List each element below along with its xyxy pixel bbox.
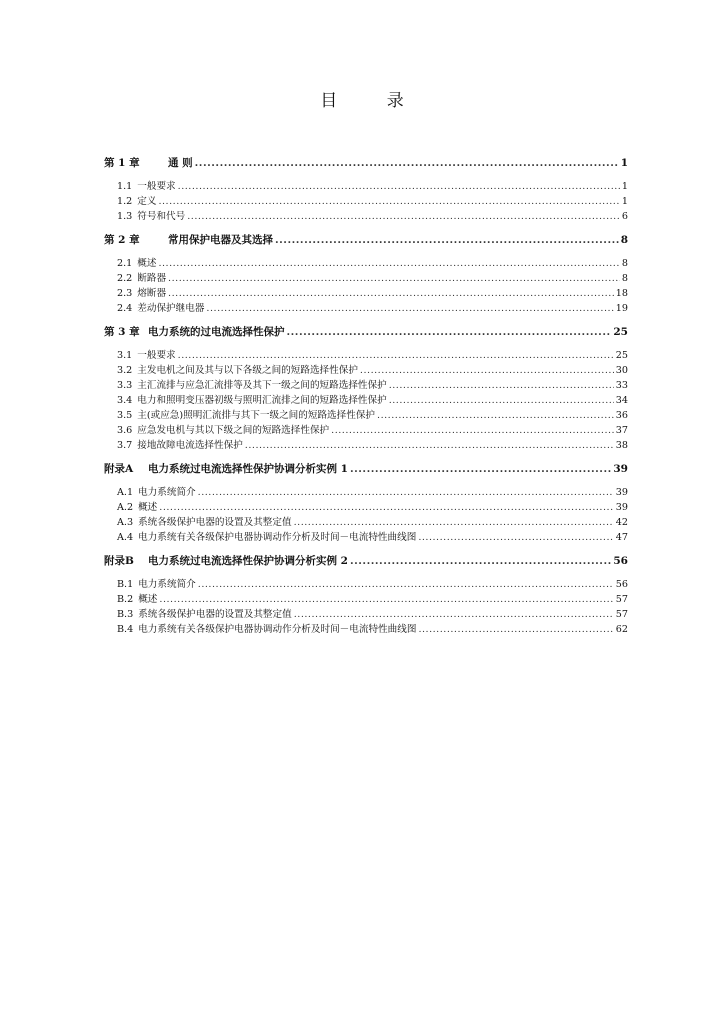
chapter-number: 第 2 章: [104, 234, 140, 246]
section-number: 2.4: [117, 303, 133, 314]
dot-leader: [159, 592, 613, 607]
toc-section-2-4[interactable]: [104, 301, 628, 316]
dot-leader: [168, 286, 614, 301]
toc-appendix-b[interactable]: [104, 554, 628, 569]
section-page: 62: [615, 624, 628, 635]
dot-leader: [418, 622, 613, 637]
chapter-page: 25: [613, 326, 628, 338]
toc-section-1-2[interactable]: [104, 194, 628, 209]
section-number: 1.1: [117, 181, 133, 192]
section-title: 接地故障电流选择性保护: [137, 440, 243, 451]
chapter-page: 1: [620, 157, 628, 169]
toc-section-3-5[interactable]: [104, 408, 628, 423]
section-title: 符号和代号: [137, 211, 186, 222]
section-title: 概述: [138, 594, 158, 605]
section-title: 主(或应急)照明汇流排与其下一级之间的短路选择性保护: [137, 410, 376, 421]
section-title: 概述: [137, 258, 157, 269]
dot-leader: [389, 393, 614, 408]
toc-section-3-4[interactable]: [104, 393, 628, 408]
section-title: 电力系统有关各级保护电器协调动作分析及时间－电流特性曲线图: [138, 624, 417, 635]
section-title: 一般要求: [137, 181, 176, 192]
section-title: 电力系统有关各级保护电器协调动作分析及时间－电流特性曲线图: [138, 532, 417, 543]
dot-leader: [350, 462, 611, 477]
section-number: 1.2: [117, 196, 133, 207]
toc-section-b-1[interactable]: [104, 577, 628, 592]
dot-leader: [159, 500, 614, 515]
section-number: 3.7: [117, 440, 133, 451]
section-title: 断路器: [137, 273, 167, 284]
toc-section-2-2[interactable]: [104, 271, 628, 286]
section-page: 6: [621, 211, 628, 222]
chapter-number: 第 1 章: [104, 157, 140, 169]
chapter-title: 通 则: [168, 157, 193, 169]
dot-leader: [331, 423, 614, 438]
section-page: 1: [621, 196, 628, 207]
section-number: 2.2: [117, 273, 133, 284]
dot-leader: [360, 363, 614, 378]
dot-leader: [377, 408, 614, 423]
appendix-number: 附录A: [104, 463, 134, 475]
section-title: 电力和照明变压器初级与照明汇流排之间的短路选择性保护: [137, 395, 387, 406]
dot-leader: [195, 156, 619, 171]
toc-section-3-6[interactable]: [104, 423, 628, 438]
toc-section-b-3[interactable]: [104, 607, 628, 622]
appendix-title: 电力系统过电流选择性保护协调分析实例 1: [148, 463, 348, 475]
section-page: 39: [615, 487, 628, 498]
section-number: 3.5: [117, 410, 133, 421]
appendix-title: 电力系统过电流选择性保护协调分析实例 2: [148, 555, 348, 567]
section-number: 3.6: [117, 425, 133, 436]
section-page: 38: [615, 440, 628, 451]
toc-section-a-4[interactable]: [104, 530, 628, 545]
section-page: 33: [615, 380, 628, 391]
section-page: 57: [615, 594, 628, 605]
section-title: 应急发电机与其以下级之间的短路选择性保护: [137, 425, 330, 436]
table-of-contents: [104, 156, 628, 637]
toc-section-2-3[interactable]: [104, 286, 628, 301]
toc-section-a-1[interactable]: [104, 485, 628, 500]
section-title: 主汇流排与应急汇流排等及其下一级之间的短路选择性保护: [137, 380, 387, 391]
dot-leader: [178, 348, 614, 363]
section-page: 30: [615, 365, 628, 376]
dot-leader: [294, 607, 614, 622]
toc-section-1-1[interactable]: [104, 179, 628, 194]
toc-chapter-1[interactable]: [104, 156, 628, 171]
dot-leader: [350, 554, 611, 569]
section-number: B.1: [117, 579, 134, 590]
section-number: 3.3: [117, 380, 133, 391]
section-page: 37: [615, 425, 628, 436]
toc-section-b-4[interactable]: [104, 622, 628, 637]
section-number: A.1: [117, 487, 134, 498]
dot-leader: [158, 256, 619, 271]
dot-leader: [275, 233, 619, 248]
toc-section-3-1[interactable]: [104, 348, 628, 363]
section-page: 8: [621, 273, 628, 284]
toc-section-a-3[interactable]: [104, 515, 628, 530]
dot-leader: [198, 485, 614, 500]
section-page: 42: [615, 517, 628, 528]
section-number: 2.1: [117, 258, 133, 269]
section-page: 8: [621, 258, 628, 269]
toc-section-a-2[interactable]: [104, 500, 628, 515]
section-number: 2.3: [117, 288, 133, 299]
toc-section-3-7[interactable]: [104, 438, 628, 453]
section-page: 56: [615, 579, 628, 590]
appendix-number: 附录B: [104, 555, 134, 567]
section-page: 1: [621, 181, 628, 192]
toc-section-3-2[interactable]: [104, 363, 628, 378]
section-number: 3.2: [117, 365, 133, 376]
section-title: 熔断器: [137, 288, 167, 299]
dot-leader: [245, 438, 614, 453]
section-page: 25: [615, 350, 628, 361]
section-title: 主发电机之间及其与以下各级之间的短路选择性保护: [137, 365, 358, 376]
dot-leader: [168, 271, 620, 286]
section-number: B.3: [117, 609, 134, 620]
section-title: 电力系统简介: [138, 487, 196, 498]
chapter-page: 8: [620, 234, 628, 246]
section-page: 57: [615, 609, 628, 620]
section-number: A.2: [117, 502, 134, 513]
toc-section-b-2[interactable]: [104, 592, 628, 607]
chapter-title: 常用保护电器及其选择: [168, 234, 273, 246]
chapter-title: 电力系统的过电流选择性保护: [148, 326, 285, 338]
toc-section-3-3[interactable]: [104, 378, 628, 393]
section-title: 差动保护继电器: [137, 303, 205, 314]
dot-leader: [294, 515, 614, 530]
dot-leader: [178, 179, 620, 194]
section-number: A.3: [117, 517, 134, 528]
toc-appendix-a[interactable]: [104, 462, 628, 477]
section-title: 定义: [137, 196, 157, 207]
chapter-number: 第 3 章: [104, 326, 140, 338]
section-page: 18: [615, 288, 628, 299]
toc-section-1-3[interactable]: [104, 209, 628, 224]
section-title: 电力系统简介: [138, 579, 196, 590]
section-page: 39: [615, 502, 628, 513]
dot-leader: [187, 209, 620, 224]
section-number: 3.1: [117, 350, 133, 361]
dot-leader: [206, 301, 613, 316]
section-page: 34: [615, 395, 628, 406]
toc-chapter-3[interactable]: [104, 325, 628, 340]
appendix-page: 56: [613, 555, 628, 567]
section-number: 3.4: [117, 395, 133, 406]
toc-title: 目 录: [320, 91, 426, 111]
dot-leader: [158, 194, 619, 209]
section-number: 1.3: [117, 211, 133, 222]
section-number: A.4: [117, 532, 134, 543]
dot-leader: [287, 325, 612, 340]
section-page: 36: [615, 410, 628, 421]
section-title: 系统各级保护电器的设置及其整定值: [138, 517, 292, 528]
section-title: 系统各级保护电器的设置及其整定值: [138, 609, 292, 620]
section-number: B.2: [117, 594, 134, 605]
dot-leader: [198, 577, 614, 592]
section-page: 19: [615, 303, 628, 314]
toc-chapter-2[interactable]: [104, 233, 628, 248]
section-title: 概述: [138, 502, 158, 513]
toc-section-2-1[interactable]: [104, 256, 628, 271]
section-page: 47: [615, 532, 628, 543]
section-number: B.4: [117, 624, 134, 635]
appendix-page: 39: [613, 463, 628, 475]
dot-leader: [418, 530, 613, 545]
section-title: 一般要求: [137, 350, 176, 361]
dot-leader: [389, 378, 614, 393]
